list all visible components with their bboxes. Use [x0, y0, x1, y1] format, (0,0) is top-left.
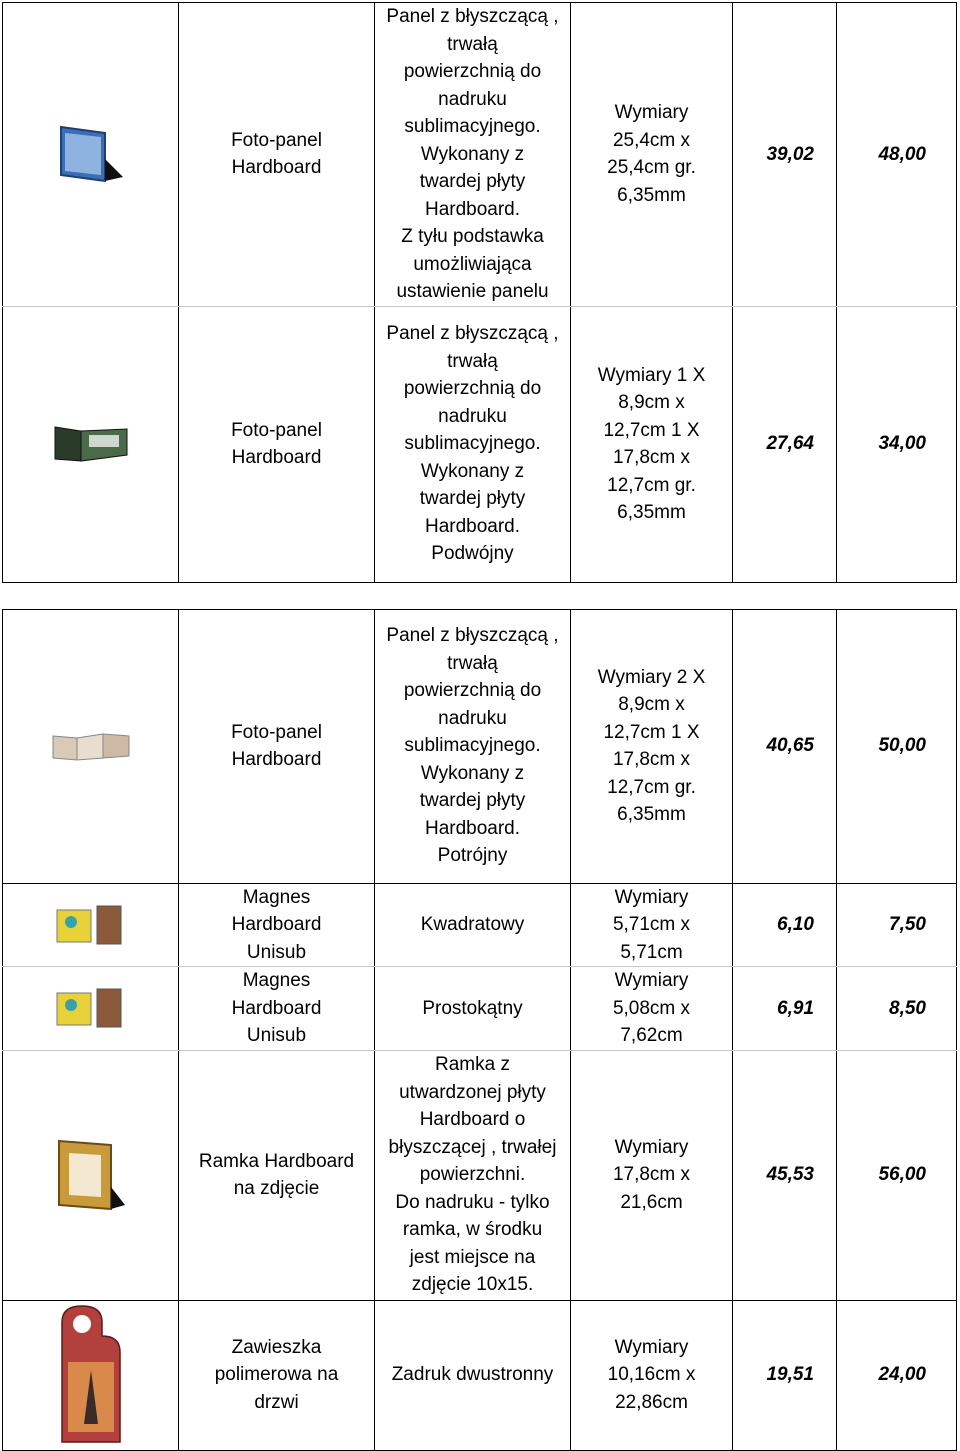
product-description: Ramka z utwardzonej płyty Hardboard o błyszczącej , trwałej powierzchni. Do nadruku - tylko ramka, w środku jest miejsce na zdjęcie 10x15. [375, 1050, 571, 1300]
table-row [3, 1050, 957, 1300]
rectangular-magnet-icon [51, 983, 131, 1033]
table-row [3, 609, 957, 883]
price-gross: 50,00 [837, 609, 957, 883]
triple-photo-panel-icon [51, 726, 131, 766]
door-hanger-icon [54, 1302, 128, 1448]
product-image-cell [3, 967, 179, 1051]
product-image-cell [3, 609, 179, 883]
price-net: 6,91 [733, 967, 837, 1051]
product-image-cell [3, 1300, 179, 1450]
product-description: Panel z błyszczącą , trwałą powierzchnią do nadruku sublimacyjnego. Wykonany z twardej płyty Hardboard. Z tyłu podstawka umożliwiająca ustawienie panelu [375, 3, 571, 307]
product-price-table [2, 2, 957, 1451]
price-gross: 7,50 [837, 883, 957, 967]
product-image-cell [3, 883, 179, 967]
product-image-cell [3, 3, 179, 307]
product-image-cell [3, 1050, 179, 1300]
price-net: 40,65 [733, 609, 837, 883]
photo-frame-icon [51, 1135, 131, 1215]
product-dimensions: Wymiary 5,71cm x 5,71cm [571, 883, 733, 967]
price-net: 39,02 [733, 3, 837, 307]
product-dimensions: Wymiary 17,8cm x 21,6cm [571, 1050, 733, 1300]
price-net: 45,53 [733, 1050, 837, 1300]
table-row [3, 1300, 957, 1450]
price-gross: 34,00 [837, 306, 957, 582]
product-name: Magnes Hardboard Unisub [179, 883, 375, 967]
product-dimensions: Wymiary 10,16cm x 22,86cm [571, 1300, 733, 1450]
product-name: Foto-panel Hardboard [179, 306, 375, 582]
product-name: Foto-panel Hardboard [179, 3, 375, 307]
product-dimensions: Wymiary 5,08cm x 7,62cm [571, 967, 733, 1051]
product-description: Kwadratowy [375, 883, 571, 967]
price-gross: 8,50 [837, 967, 957, 1051]
product-dimensions: Wymiary 1 X 8,9cm x 12,7cm 1 X 17,8cm x 12,7cm gr. 6,35mm [571, 306, 733, 582]
photo-panel-stand-icon [51, 119, 131, 189]
product-name: Magnes Hardboard Unisub [179, 967, 375, 1051]
price-net: 19,51 [733, 1300, 837, 1450]
table-row [3, 883, 957, 967]
price-gross: 48,00 [837, 3, 957, 307]
product-name: Zawieszka polimerowa na drzwi [179, 1300, 375, 1450]
product-description: Zadruk dwustronny [375, 1300, 571, 1450]
table-row [3, 306, 957, 582]
price-gross: 56,00 [837, 1050, 957, 1300]
product-name: Foto-panel Hardboard [179, 609, 375, 883]
product-description: Panel z błyszczącą , trwałą powierzchnią do nadruku sublimacyjnego. Wykonany z twardej płyty Hardboard. Podwójny [375, 306, 571, 582]
square-magnet-icon [51, 900, 131, 950]
table-row [3, 3, 957, 307]
double-photo-panel-icon [51, 419, 131, 469]
product-dimensions: Wymiary 2 X 8,9cm x 12,7cm 1 X 17,8cm x 12,7cm gr. 6,35mm [571, 609, 733, 883]
product-description: Panel z błyszczącą , trwałą powierzchnią do nadruku sublimacyjnego. Wykonany z twardej płyty Hardboard. Potrójny [375, 609, 571, 883]
product-image-cell [3, 306, 179, 582]
table-row [3, 967, 957, 1051]
product-description: Prostokątny [375, 967, 571, 1051]
price-net: 6,10 [733, 883, 837, 967]
price-gross: 24,00 [837, 1300, 957, 1450]
product-name: Ramka Hardboard na zdjęcie [179, 1050, 375, 1300]
row-separator [3, 582, 957, 609]
product-dimensions: Wymiary 25,4cm x 25,4cm gr. 6,35mm [571, 3, 733, 307]
price-net: 27,64 [733, 306, 837, 582]
